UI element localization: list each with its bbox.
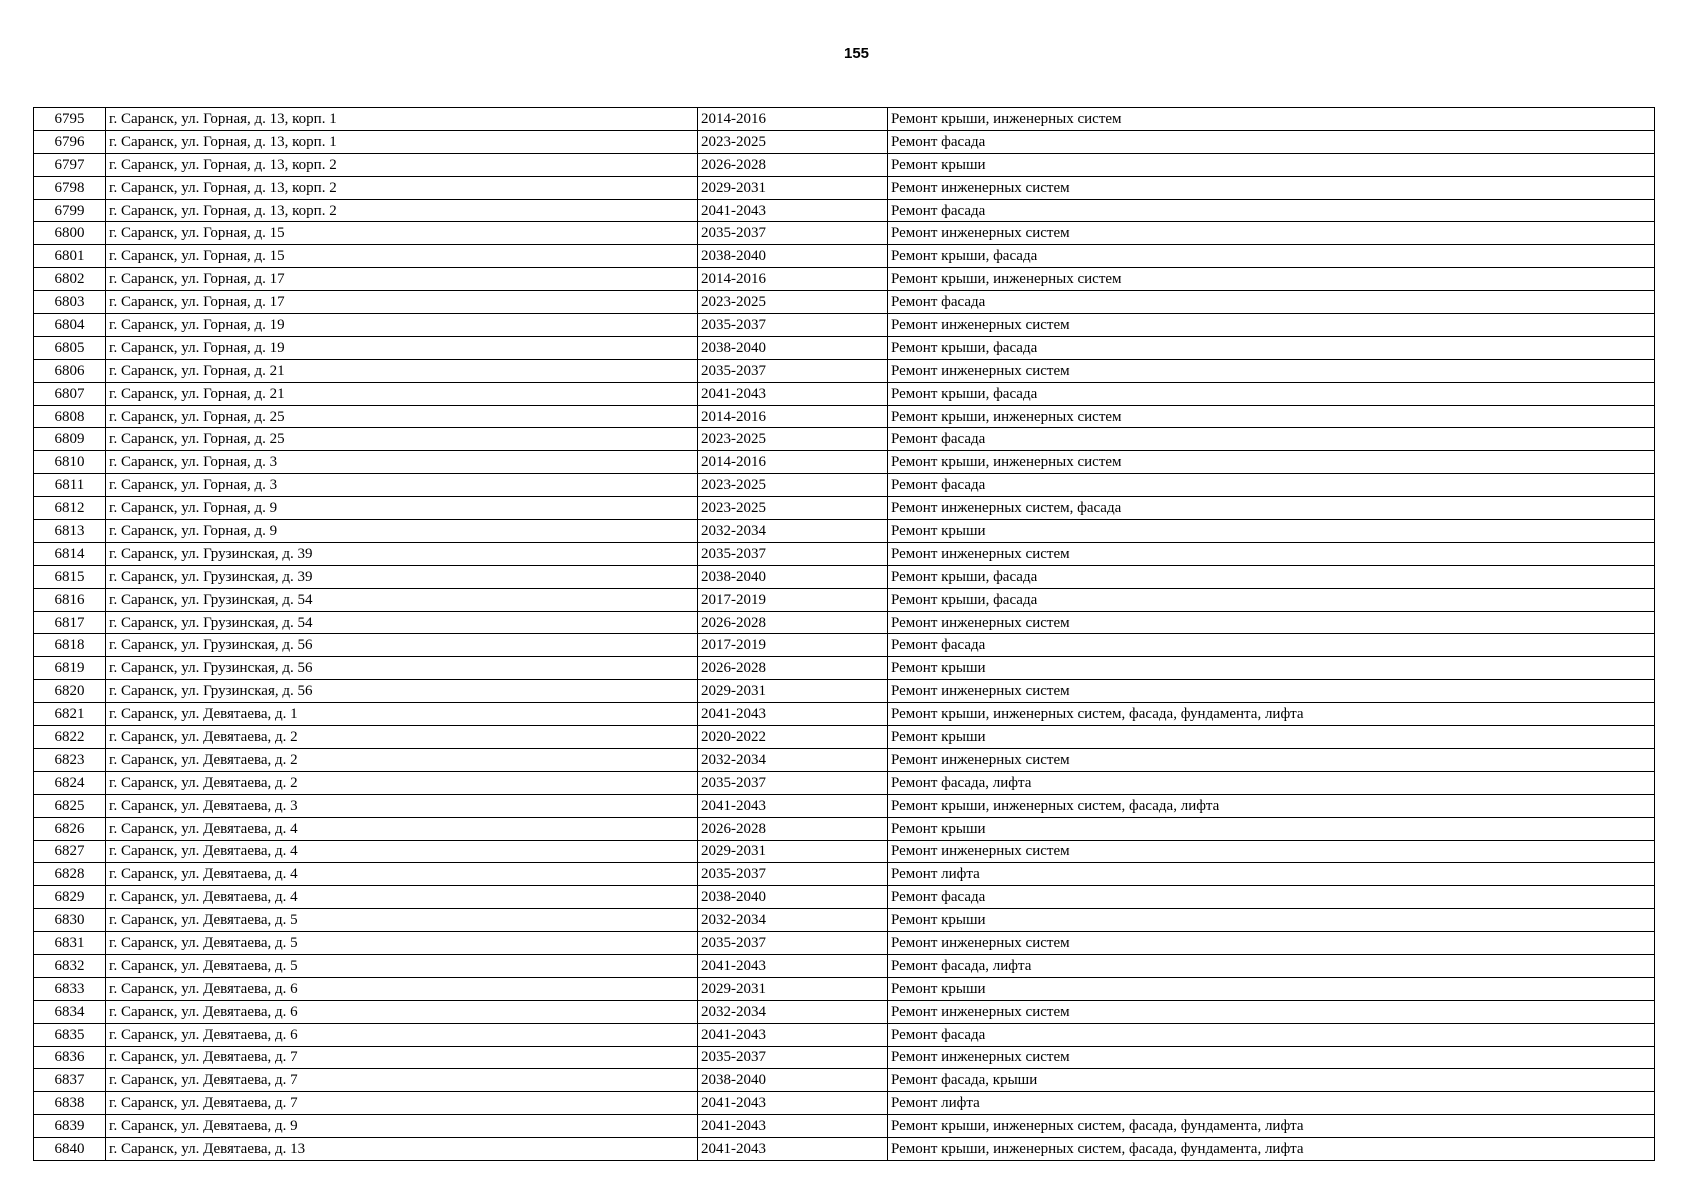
work-type-cell: Ремонт фасада	[888, 199, 1655, 222]
period-cell: 2035-2037	[698, 863, 888, 886]
work-type-cell: Ремонт фасада	[888, 428, 1655, 451]
row-number-cell: 6822	[34, 726, 106, 749]
work-type-cell: Ремонт крыши, инженерных систем	[888, 451, 1655, 474]
table-row	[34, 336, 1655, 359]
address-cell: г. Саранск, ул. Грузинская, д. 39	[106, 565, 698, 588]
period-cell: 2038-2040	[698, 565, 888, 588]
address-cell: г. Саранск, ул. Девятаева, д. 7	[106, 1092, 698, 1115]
row-number-cell: 6827	[34, 840, 106, 863]
row-number-cell: 6820	[34, 680, 106, 703]
work-type-cell: Ремонт инженерных систем	[888, 1046, 1655, 1069]
work-type-cell: Ремонт крыши	[888, 657, 1655, 680]
row-number-cell: 6802	[34, 268, 106, 291]
address-cell: г. Саранск, ул. Горная, д. 3	[106, 451, 698, 474]
address-cell: г. Саранск, ул. Горная, д. 19	[106, 314, 698, 337]
address-cell: г. Саранск, ул. Горная, д. 13, корп. 1	[106, 108, 698, 131]
table-row	[34, 794, 1655, 817]
table-row	[34, 657, 1655, 680]
row-number-cell: 6817	[34, 611, 106, 634]
row-number-cell: 6837	[34, 1069, 106, 1092]
work-type-cell: Ремонт фасада	[888, 886, 1655, 909]
period-cell: 2023-2025	[698, 428, 888, 451]
period-cell: 2035-2037	[698, 359, 888, 382]
row-number-cell: 6796	[34, 130, 106, 153]
row-number-cell: 6830	[34, 909, 106, 932]
work-type-cell: Ремонт крыши, фасада	[888, 336, 1655, 359]
period-cell: 2041-2043	[698, 1115, 888, 1138]
work-type-cell: Ремонт крыши, инженерных систем, фасада, фундамента, лифта	[888, 703, 1655, 726]
period-cell: 2035-2037	[698, 932, 888, 955]
address-cell: г. Саранск, ул. Девятаева, д. 4	[106, 840, 698, 863]
table-row	[34, 840, 1655, 863]
work-type-cell: Ремонт фасада	[888, 634, 1655, 657]
period-cell: 2029-2031	[698, 680, 888, 703]
period-cell: 2014-2016	[698, 108, 888, 131]
row-number-cell: 6826	[34, 817, 106, 840]
work-type-cell: Ремонт крыши, инженерных систем	[888, 268, 1655, 291]
table-row	[34, 520, 1655, 543]
table-row	[34, 176, 1655, 199]
table-row	[34, 932, 1655, 955]
address-cell: г. Саранск, ул. Горная, д. 21	[106, 359, 698, 382]
table-row	[34, 542, 1655, 565]
address-cell: г. Саранск, ул. Грузинская, д. 54	[106, 611, 698, 634]
row-number-cell: 6831	[34, 932, 106, 955]
work-type-cell: Ремонт инженерных систем	[888, 840, 1655, 863]
work-type-cell: Ремонт фасада, крыши	[888, 1069, 1655, 1092]
work-type-cell: Ремонт инженерных систем	[888, 222, 1655, 245]
table-row	[34, 451, 1655, 474]
table-row	[34, 863, 1655, 886]
address-cell: г. Саранск, ул. Горная, д. 13, корп. 2	[106, 176, 698, 199]
work-type-cell: Ремонт инженерных систем	[888, 680, 1655, 703]
row-number-cell: 6834	[34, 1000, 106, 1023]
row-number-cell: 6823	[34, 748, 106, 771]
row-number-cell: 6836	[34, 1046, 106, 1069]
address-cell: г. Саранск, ул. Горная, д. 9	[106, 520, 698, 543]
address-cell: г. Саранск, ул. Девятаева, д. 5	[106, 954, 698, 977]
row-number-cell: 6806	[34, 359, 106, 382]
table-row	[34, 382, 1655, 405]
work-type-cell: Ремонт крыши, инженерных систем, фасада, фундамента, лифта	[888, 1138, 1655, 1161]
table-row	[34, 886, 1655, 909]
address-cell: г. Саранск, ул. Горная, д. 13, корп. 2	[106, 153, 698, 176]
period-cell: 2035-2037	[698, 314, 888, 337]
table-row	[34, 199, 1655, 222]
address-cell: г. Саранск, ул. Горная, д. 13, корп. 1	[106, 130, 698, 153]
period-cell: 2032-2034	[698, 1000, 888, 1023]
table-row	[34, 703, 1655, 726]
table-row	[34, 497, 1655, 520]
row-number-cell: 6798	[34, 176, 106, 199]
row-number-cell: 6818	[34, 634, 106, 657]
work-type-cell: Ремонт крыши, фасада	[888, 565, 1655, 588]
address-cell: г. Саранск, ул. Горная, д. 15	[106, 222, 698, 245]
address-cell: г. Саранск, ул. Горная, д. 13, корп. 2	[106, 199, 698, 222]
row-number-cell: 6814	[34, 542, 106, 565]
table-row	[34, 268, 1655, 291]
address-cell: г. Саранск, ул. Девятаева, д. 13	[106, 1138, 698, 1161]
table-row	[34, 634, 1655, 657]
work-type-cell: Ремонт инженерных систем	[888, 176, 1655, 199]
address-cell: г. Саранск, ул. Девятаева, д. 2	[106, 771, 698, 794]
work-type-cell: Ремонт инженерных систем	[888, 314, 1655, 337]
period-cell: 2026-2028	[698, 611, 888, 634]
table-row	[34, 1092, 1655, 1115]
period-cell: 2029-2031	[698, 977, 888, 1000]
period-cell: 2041-2043	[698, 954, 888, 977]
address-cell: г. Саранск, ул. Девятаева, д. 7	[106, 1046, 698, 1069]
row-number-cell: 6795	[34, 108, 106, 131]
row-number-cell: 6821	[34, 703, 106, 726]
period-cell: 2014-2016	[698, 268, 888, 291]
period-cell: 2038-2040	[698, 1069, 888, 1092]
row-number-cell: 6840	[34, 1138, 106, 1161]
table-row	[34, 1023, 1655, 1046]
address-cell: г. Саранск, ул. Девятаева, д. 4	[106, 817, 698, 840]
period-cell: 2032-2034	[698, 748, 888, 771]
row-number-cell: 6838	[34, 1092, 106, 1115]
address-cell: г. Саранск, ул. Девятаева, д. 9	[106, 1115, 698, 1138]
work-type-cell: Ремонт крыши	[888, 726, 1655, 749]
row-number-cell: 6807	[34, 382, 106, 405]
table-row	[34, 130, 1655, 153]
table-row	[34, 954, 1655, 977]
address-cell: г. Саранск, ул. Девятаева, д. 5	[106, 932, 698, 955]
address-cell: г. Саранск, ул. Грузинская, д. 54	[106, 588, 698, 611]
period-cell: 2029-2031	[698, 840, 888, 863]
page-number: 155	[843, 45, 870, 62]
work-type-cell: Ремонт фасада, лифта	[888, 771, 1655, 794]
work-type-cell: Ремонт крыши	[888, 153, 1655, 176]
period-cell: 2023-2025	[698, 497, 888, 520]
period-cell: 2038-2040	[698, 886, 888, 909]
period-cell: 2041-2043	[698, 703, 888, 726]
work-type-cell: Ремонт инженерных систем	[888, 932, 1655, 955]
address-cell: г. Саранск, ул. Горная, д. 19	[106, 336, 698, 359]
row-number-cell: 6804	[34, 314, 106, 337]
address-cell: г. Саранск, ул. Горная, д. 3	[106, 474, 698, 497]
period-cell: 2035-2037	[698, 1046, 888, 1069]
table-row	[34, 314, 1655, 337]
period-cell: 2041-2043	[698, 794, 888, 817]
period-cell: 2026-2028	[698, 817, 888, 840]
period-cell: 2032-2034	[698, 520, 888, 543]
work-type-cell: Ремонт крыши	[888, 520, 1655, 543]
period-cell: 2035-2037	[698, 222, 888, 245]
row-number-cell: 6811	[34, 474, 106, 497]
table-row	[34, 405, 1655, 428]
period-cell: 2038-2040	[698, 336, 888, 359]
work-type-cell: Ремонт фасада, лифта	[888, 954, 1655, 977]
table-row	[34, 222, 1655, 245]
table-row	[34, 245, 1655, 268]
row-number-cell: 6801	[34, 245, 106, 268]
period-cell: 2029-2031	[698, 176, 888, 199]
table-row	[34, 680, 1655, 703]
table-row	[34, 108, 1655, 131]
row-number-cell: 6808	[34, 405, 106, 428]
table-row	[34, 1115, 1655, 1138]
period-cell: 2017-2019	[698, 588, 888, 611]
work-type-cell: Ремонт крыши	[888, 977, 1655, 1000]
table-row	[34, 977, 1655, 1000]
row-number-cell: 6824	[34, 771, 106, 794]
table-row	[34, 817, 1655, 840]
table-row	[34, 1000, 1655, 1023]
work-type-cell: Ремонт крыши	[888, 909, 1655, 932]
work-type-cell: Ремонт крыши, фасада	[888, 588, 1655, 611]
period-cell: 2035-2037	[698, 542, 888, 565]
work-type-cell: Ремонт крыши, инженерных систем	[888, 405, 1655, 428]
address-cell: г. Саранск, ул. Девятаева, д. 7	[106, 1069, 698, 1092]
row-number-cell: 6803	[34, 291, 106, 314]
row-number-cell: 6819	[34, 657, 106, 680]
table-row	[34, 291, 1655, 314]
row-number-cell: 6799	[34, 199, 106, 222]
address-cell: г. Саранск, ул. Грузинская, д. 56	[106, 680, 698, 703]
address-cell: г. Саранск, ул. Девятаева, д. 4	[106, 886, 698, 909]
table-row	[34, 359, 1655, 382]
table-row	[34, 1046, 1655, 1069]
period-cell: 2023-2025	[698, 291, 888, 314]
work-type-cell: Ремонт крыши, фасада	[888, 382, 1655, 405]
period-cell: 2026-2028	[698, 153, 888, 176]
address-cell: г. Саранск, ул. Девятаева, д. 6	[106, 1000, 698, 1023]
work-type-cell: Ремонт инженерных систем	[888, 748, 1655, 771]
work-type-cell: Ремонт фасада	[888, 474, 1655, 497]
period-cell: 2041-2043	[698, 1138, 888, 1161]
period-cell: 2032-2034	[698, 909, 888, 932]
row-number-cell: 6825	[34, 794, 106, 817]
table-row	[34, 428, 1655, 451]
period-cell: 2041-2043	[698, 382, 888, 405]
address-cell: г. Саранск, ул. Девятаева, д. 2	[106, 726, 698, 749]
table-row	[34, 1138, 1655, 1161]
period-cell: 2014-2016	[698, 451, 888, 474]
repair-schedule-table	[33, 107, 1655, 1161]
work-type-cell: Ремонт инженерных систем	[888, 359, 1655, 382]
period-cell: 2038-2040	[698, 245, 888, 268]
work-type-cell: Ремонт инженерных систем	[888, 611, 1655, 634]
table-row	[34, 588, 1655, 611]
work-type-cell: Ремонт лифта	[888, 1092, 1655, 1115]
work-type-cell: Ремонт крыши, инженерных систем, фасада, лифта	[888, 794, 1655, 817]
table-row	[34, 726, 1655, 749]
row-number-cell: 6816	[34, 588, 106, 611]
work-type-cell: Ремонт инженерных систем	[888, 542, 1655, 565]
row-number-cell: 6815	[34, 565, 106, 588]
work-type-cell: Ремонт инженерных систем, фасада	[888, 497, 1655, 520]
address-cell: г. Саранск, ул. Грузинская, д. 56	[106, 657, 698, 680]
work-type-cell: Ремонт крыши	[888, 817, 1655, 840]
work-type-cell: Ремонт фасада	[888, 130, 1655, 153]
period-cell: 2023-2025	[698, 130, 888, 153]
row-number-cell: 6797	[34, 153, 106, 176]
address-cell: г. Саранск, ул. Горная, д. 17	[106, 268, 698, 291]
period-cell: 2041-2043	[698, 199, 888, 222]
address-cell: г. Саранск, ул. Девятаева, д. 4	[106, 863, 698, 886]
table-row	[34, 1069, 1655, 1092]
period-cell: 2041-2043	[698, 1092, 888, 1115]
work-type-cell: Ремонт крыши, инженерных систем, фасада, фундамента, лифта	[888, 1115, 1655, 1138]
row-number-cell: 6829	[34, 886, 106, 909]
row-number-cell: 6828	[34, 863, 106, 886]
period-cell: 2026-2028	[698, 657, 888, 680]
period-cell: 2023-2025	[698, 474, 888, 497]
row-number-cell: 6810	[34, 451, 106, 474]
row-number-cell: 6832	[34, 954, 106, 977]
address-cell: г. Саранск, ул. Девятаева, д. 1	[106, 703, 698, 726]
period-cell: 2017-2019	[698, 634, 888, 657]
address-cell: г. Саранск, ул. Горная, д. 25	[106, 428, 698, 451]
period-cell: 2035-2037	[698, 771, 888, 794]
table-row	[34, 748, 1655, 771]
period-cell: 2020-2022	[698, 726, 888, 749]
period-cell: 2014-2016	[698, 405, 888, 428]
address-cell: г. Саранск, ул. Девятаева, д. 6	[106, 1023, 698, 1046]
row-number-cell: 6812	[34, 497, 106, 520]
row-number-cell: 6800	[34, 222, 106, 245]
address-cell: г. Саранск, ул. Горная, д. 21	[106, 382, 698, 405]
address-cell: г. Саранск, ул. Горная, д. 9	[106, 497, 698, 520]
row-number-cell: 6839	[34, 1115, 106, 1138]
work-type-cell: Ремонт крыши, фасада	[888, 245, 1655, 268]
period-cell: 2041-2043	[698, 1023, 888, 1046]
work-type-cell: Ремонт крыши, инженерных систем	[888, 108, 1655, 131]
address-cell: г. Саранск, ул. Грузинская, д. 56	[106, 634, 698, 657]
row-number-cell: 6833	[34, 977, 106, 1000]
work-type-cell: Ремонт фасада	[888, 1023, 1655, 1046]
row-number-cell: 6813	[34, 520, 106, 543]
table-body	[34, 108, 1655, 1161]
row-number-cell: 6805	[34, 336, 106, 359]
table-row	[34, 474, 1655, 497]
work-type-cell: Ремонт фасада	[888, 291, 1655, 314]
work-type-cell: Ремонт лифта	[888, 863, 1655, 886]
table-row	[34, 771, 1655, 794]
address-cell: г. Саранск, ул. Горная, д. 25	[106, 405, 698, 428]
table-row	[34, 565, 1655, 588]
table-row	[34, 909, 1655, 932]
work-type-cell: Ремонт инженерных систем	[888, 1000, 1655, 1023]
row-number-cell: 6809	[34, 428, 106, 451]
table-row	[34, 153, 1655, 176]
address-cell: г. Саранск, ул. Горная, д. 15	[106, 245, 698, 268]
row-number-cell: 6835	[34, 1023, 106, 1046]
address-cell: г. Саранск, ул. Девятаева, д. 5	[106, 909, 698, 932]
table-row	[34, 611, 1655, 634]
address-cell: г. Саранск, ул. Девятаева, д. 3	[106, 794, 698, 817]
address-cell: г. Саранск, ул. Девятаева, д. 2	[106, 748, 698, 771]
address-cell: г. Саранск, ул. Девятаева, д. 6	[106, 977, 698, 1000]
address-cell: г. Саранск, ул. Грузинская, д. 39	[106, 542, 698, 565]
address-cell: г. Саранск, ул. Горная, д. 17	[106, 291, 698, 314]
